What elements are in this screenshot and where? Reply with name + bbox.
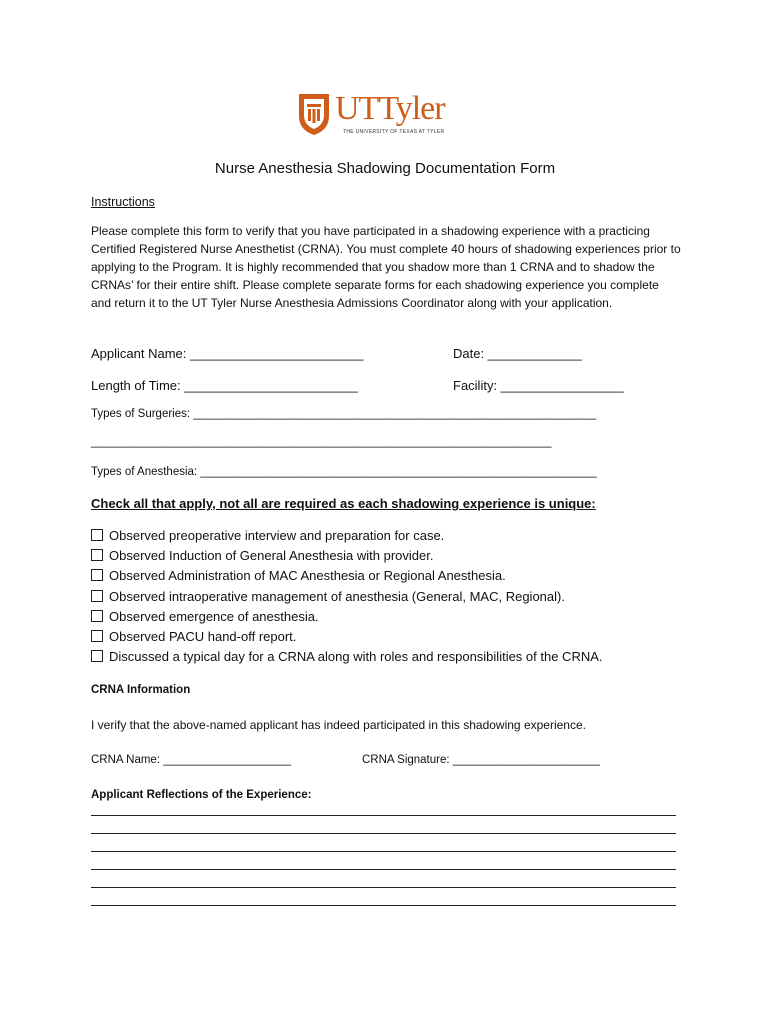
checkbox[interactable] xyxy=(91,610,103,622)
surgeries-continuation-line[interactable]: ________________________________________________________________________ xyxy=(91,436,552,448)
logo-ut: UT xyxy=(335,90,379,127)
logo-wordmark xyxy=(335,92,445,126)
checkbox[interactable] xyxy=(91,630,103,642)
checkbox[interactable] xyxy=(91,590,103,602)
reflection-line[interactable] xyxy=(91,833,676,834)
checklist xyxy=(91,526,603,667)
checklist-item[interactable] xyxy=(91,546,603,566)
logo-tagline: THE UNIVERSITY OF TEXAS AT TYLER xyxy=(343,129,445,135)
checklist-item[interactable] xyxy=(91,647,603,667)
reflection-line[interactable] xyxy=(91,815,676,816)
types-of-surgeries-field[interactable]: Types of Surgeries: _______________________________________________________________ xyxy=(91,408,597,420)
applicant-name-field[interactable]: Applicant Name: ________________________ xyxy=(91,346,364,361)
checkbox[interactable] xyxy=(91,569,103,581)
logo-tyler: Tyler xyxy=(378,90,445,127)
checkbox[interactable] xyxy=(91,549,103,561)
reflection-line[interactable] xyxy=(91,905,676,906)
reflection-line[interactable] xyxy=(91,887,676,888)
crna-verify-statement: I verify that the above-named applicant has indeed participated in this shadowing experience. xyxy=(91,718,586,732)
reflections-heading: Applicant Reflections of the Experience: xyxy=(91,789,312,801)
length-of-time-field[interactable]: Length of Time: ________________________ xyxy=(91,378,358,393)
university-seal-icon xyxy=(295,90,333,136)
checklist-item-label: Observed preoperative interview and preparation for case. xyxy=(109,528,445,543)
checkbox[interactable] xyxy=(91,529,103,541)
instructions-body: Please complete this form to verify that you have participated in a shadowing experience with a practicing Certified Registered Nurse Anesthetist (CRNA). You must complete 40 hours of shadowing experiences prior to applying to the Program. It is highly recommended that you shadow more than 1 CRNA and to shadow the CRNAs’ for their entire shift. Please complete separate forms for each shadowing experience you complete and return it to the UT Tyler Nurse Anesthesia Admissions Coordinator along with your application. xyxy=(91,224,681,310)
crna-info-heading: CRNA Information xyxy=(91,684,191,696)
crna-signature-field[interactable]: CRNA Signature: _______________________ xyxy=(362,754,600,766)
checklist-item-label: Observed intraoperative management of anesthesia (General, MAC, Regional). xyxy=(109,588,565,604)
checklist-item[interactable] xyxy=(91,566,603,586)
checklist-item[interactable] xyxy=(91,587,603,607)
checklist-item[interactable] xyxy=(91,607,603,627)
types-of-anesthesia-field[interactable]: Types of Anesthesia: ______________________________________________________________ xyxy=(91,466,597,478)
page-title: Nurse Anesthesia Shadowing Documentation Form xyxy=(214,160,556,177)
checklist-item[interactable] xyxy=(91,627,603,647)
facility-field[interactable]: Facility: _________________ xyxy=(453,378,624,393)
reflection-line[interactable] xyxy=(91,869,676,870)
checklist-item-label: Observed Administration of MAC Anesthesia or Regional Anesthesia. xyxy=(109,568,506,584)
ut-tyler-logo xyxy=(295,90,475,140)
reflection-line[interactable] xyxy=(91,851,676,852)
checklist-heading: Check all that apply, not all are required as each shadowing experience is unique: xyxy=(91,496,596,511)
checkbox[interactable] xyxy=(91,650,103,662)
instructions-heading: Instructions xyxy=(91,195,155,209)
checklist-item[interactable] xyxy=(91,526,603,546)
checklist-item-label: Observed emergence of anesthesia. xyxy=(109,608,319,624)
checklist-item-label: Discussed a typical day for a CRNA along with roles and responsibilities of the CRNA. xyxy=(109,649,603,665)
checklist-item-label: Observed PACU hand-off report. xyxy=(109,629,297,645)
crna-name-field[interactable]: CRNA Name: ____________________ xyxy=(91,754,292,766)
date-field[interactable]: Date: _____________ xyxy=(453,346,582,361)
checklist-item-label: Observed Induction of General Anesthesia with provider. xyxy=(109,548,434,564)
